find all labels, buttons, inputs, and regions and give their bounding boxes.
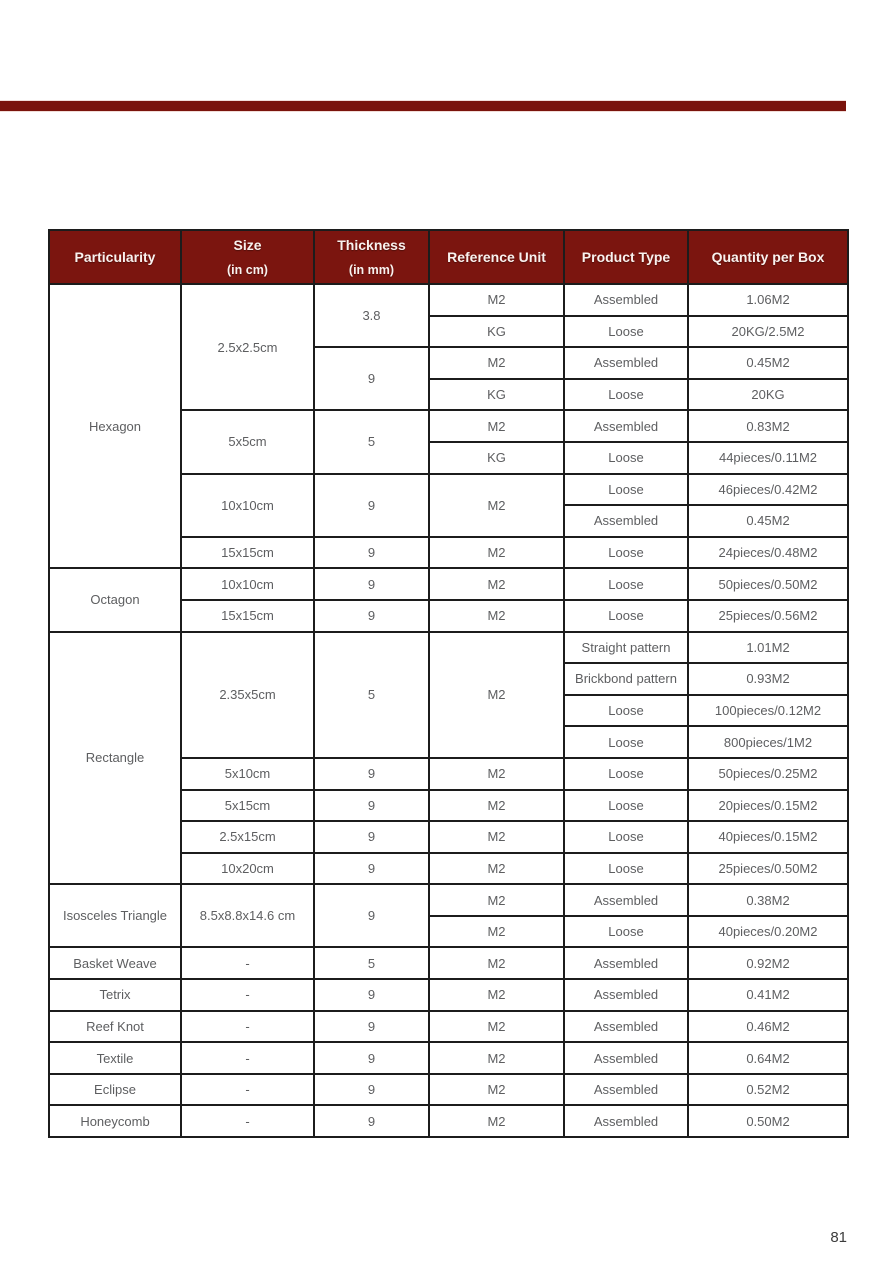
- table-row: [49, 1011, 848, 1043]
- table-cell: Loose: [564, 379, 688, 411]
- table-cell: M2: [429, 853, 564, 885]
- table-cell: 1.06M2: [688, 284, 848, 316]
- table-cell: 5: [314, 632, 429, 758]
- table-cell: 0.50M2: [688, 1105, 848, 1137]
- table-cell: 9: [314, 474, 429, 537]
- table-row: [49, 568, 848, 600]
- table-cell: 50pieces/0.25M2: [688, 758, 848, 790]
- column-header: [181, 230, 314, 284]
- table-cell: M2: [429, 758, 564, 790]
- table-cell: 800pieces/1M2: [688, 726, 848, 758]
- table-cell: 0.52M2: [688, 1074, 848, 1106]
- table-cell: Hexagon: [49, 284, 181, 568]
- table-cell: 0.46M2: [688, 1011, 848, 1043]
- table-cell: 9: [314, 979, 429, 1011]
- table-cell: -: [181, 1042, 314, 1074]
- table-cell: 9: [314, 853, 429, 885]
- table-cell: 10x20cm: [181, 853, 314, 885]
- table-row: [49, 1105, 848, 1137]
- table-cell: -: [181, 947, 314, 979]
- table-cell: 0.45M2: [688, 505, 848, 537]
- table-cell: M2: [429, 568, 564, 600]
- table-cell: 25pieces/0.50M2: [688, 853, 848, 885]
- table-cell: 9: [314, 1105, 429, 1137]
- table-cell: KG: [429, 316, 564, 348]
- table-row: [49, 979, 848, 1011]
- table-cell: 9: [314, 347, 429, 410]
- table-cell: 9: [314, 790, 429, 822]
- table-cell: 8.5x8.8x14.6 cm: [181, 884, 314, 947]
- table-row: [49, 884, 848, 916]
- table-cell: 46pieces/0.42M2: [688, 474, 848, 506]
- column-header-label: Size: [233, 237, 262, 253]
- table-cell: 5x5cm: [181, 410, 314, 473]
- table-cell: Basket Weave: [49, 947, 181, 979]
- table-body: [49, 284, 848, 1137]
- table-cell: 25pieces/0.56M2: [688, 600, 848, 632]
- table-cell: KG: [429, 442, 564, 474]
- table-cell: -: [181, 979, 314, 1011]
- table-cell: 9: [314, 600, 429, 632]
- top-accent-bar: [0, 100, 846, 112]
- table-cell: Loose: [564, 853, 688, 885]
- table-cell: 5x15cm: [181, 790, 314, 822]
- table-cell: 9: [314, 758, 429, 790]
- table-cell: M2: [429, 947, 564, 979]
- table-cell: Loose: [564, 316, 688, 348]
- table-cell: 44pieces/0.11M2: [688, 442, 848, 474]
- table-cell: M2: [429, 1042, 564, 1074]
- table-cell: 40pieces/0.20M2: [688, 916, 848, 948]
- table-cell: 15x15cm: [181, 537, 314, 569]
- table-cell: 0.83M2: [688, 410, 848, 442]
- table-row: [49, 284, 848, 316]
- table-cell: 2.5x15cm: [181, 821, 314, 853]
- table-cell: Loose: [564, 821, 688, 853]
- table-row: [49, 1074, 848, 1106]
- table-header-row: [49, 230, 848, 284]
- table-cell: 40pieces/0.15M2: [688, 821, 848, 853]
- table-cell: M2: [429, 1011, 564, 1043]
- table-cell: 20KG/2.5M2: [688, 316, 848, 348]
- table-cell: M2: [429, 979, 564, 1011]
- table-cell: 10x10cm: [181, 568, 314, 600]
- table-cell: 9: [314, 1042, 429, 1074]
- table-cell: 2.35x5cm: [181, 632, 314, 758]
- table-header: [49, 230, 848, 284]
- table-cell: Loose: [564, 568, 688, 600]
- column-header-sublabel: (in cm): [227, 263, 268, 277]
- table-cell: 3.8: [314, 284, 429, 347]
- table-cell: Reef Knot: [49, 1011, 181, 1043]
- table-cell: 0.41M2: [688, 979, 848, 1011]
- table-row: [49, 947, 848, 979]
- table-cell: 5x10cm: [181, 758, 314, 790]
- table-cell: Loose: [564, 695, 688, 727]
- table-cell: 24pieces/0.48M2: [688, 537, 848, 569]
- table-cell: 5: [314, 947, 429, 979]
- table-cell: Honeycomb: [49, 1105, 181, 1137]
- table-cell: M2: [429, 537, 564, 569]
- table-cell: Octagon: [49, 568, 181, 631]
- table-cell: M2: [429, 284, 564, 316]
- table-cell: 0.93M2: [688, 663, 848, 695]
- table-cell: Assembled: [564, 1074, 688, 1106]
- table-cell: Assembled: [564, 1011, 688, 1043]
- table-cell: Loose: [564, 537, 688, 569]
- table-cell: Isosceles Triangle: [49, 884, 181, 947]
- table-cell: Loose: [564, 474, 688, 506]
- table-cell: -: [181, 1011, 314, 1043]
- table-cell: Assembled: [564, 347, 688, 379]
- table-cell: Rectangle: [49, 632, 181, 885]
- table-cell: 20KG: [688, 379, 848, 411]
- table-cell: Tetrix: [49, 979, 181, 1011]
- column-header: [314, 230, 429, 284]
- table-cell: Assembled: [564, 979, 688, 1011]
- table-cell: M2: [429, 916, 564, 948]
- table-cell: M2: [429, 821, 564, 853]
- table-cell: Assembled: [564, 884, 688, 916]
- table-cell: M2: [429, 1074, 564, 1106]
- table-cell: Textile: [49, 1042, 181, 1074]
- column-header-sublabel: (in mm): [348, 263, 395, 277]
- table-cell: 0.92M2: [688, 947, 848, 979]
- table-cell: 2.5x2.5cm: [181, 284, 314, 410]
- table-cell: 5: [314, 410, 429, 473]
- table-cell: M2: [429, 600, 564, 632]
- column-header: [49, 230, 181, 284]
- product-spec-table: [48, 229, 849, 1138]
- table-cell: 10x10cm: [181, 474, 314, 537]
- table-cell: Loose: [564, 726, 688, 758]
- table-cell: 9: [314, 884, 429, 947]
- table-cell: Assembled: [564, 505, 688, 537]
- table-cell: Loose: [564, 442, 688, 474]
- table-cell: Brickbond pattern: [564, 663, 688, 695]
- table-cell: 9: [314, 568, 429, 600]
- table-cell: M2: [429, 1105, 564, 1137]
- table-cell: Assembled: [564, 947, 688, 979]
- table-cell: -: [181, 1074, 314, 1106]
- column-header-label: Product Type: [581, 249, 671, 265]
- table-cell: Assembled: [564, 410, 688, 442]
- column-header-label: Thickness: [337, 237, 406, 253]
- table-row: [49, 1042, 848, 1074]
- table-cell: M2: [429, 347, 564, 379]
- table-cell: M2: [429, 410, 564, 442]
- table-cell: 9: [314, 1074, 429, 1106]
- column-header-label: Particularity: [74, 249, 156, 265]
- table-cell: -: [181, 1105, 314, 1137]
- table-cell: Assembled: [564, 1105, 688, 1137]
- column-header-label: Quantity per Box: [711, 249, 825, 265]
- table-cell: Loose: [564, 600, 688, 632]
- table-cell: Straight pattern: [564, 632, 688, 664]
- table-cell: Eclipse: [49, 1074, 181, 1106]
- table-cell: 50pieces/0.50M2: [688, 568, 848, 600]
- table-cell: 0.45M2: [688, 347, 848, 379]
- table-cell: M2: [429, 474, 564, 537]
- table-cell: 9: [314, 821, 429, 853]
- column-header-label: Reference Unit: [447, 249, 546, 265]
- table-cell: 9: [314, 1011, 429, 1043]
- table-cell: 0.64M2: [688, 1042, 848, 1074]
- column-header: [429, 230, 564, 284]
- table-cell: Loose: [564, 758, 688, 790]
- table-cell: 100pieces/0.12M2: [688, 695, 848, 727]
- table-cell: Loose: [564, 790, 688, 822]
- table-cell: 0.38M2: [688, 884, 848, 916]
- table-cell: 20pieces/0.15M2: [688, 790, 848, 822]
- table-row: [49, 632, 848, 664]
- table-cell: 9: [314, 537, 429, 569]
- column-header: [688, 230, 848, 284]
- page-number: 81: [830, 1229, 847, 1246]
- table-cell: 1.01M2: [688, 632, 848, 664]
- table-cell: M2: [429, 884, 564, 916]
- table-cell: Assembled: [564, 284, 688, 316]
- table-cell: M2: [429, 790, 564, 822]
- column-header: [564, 230, 688, 284]
- table-cell: KG: [429, 379, 564, 411]
- table-cell: Assembled: [564, 1042, 688, 1074]
- table-cell: 15x15cm: [181, 600, 314, 632]
- table-cell: Loose: [564, 916, 688, 948]
- table-cell: M2: [429, 632, 564, 758]
